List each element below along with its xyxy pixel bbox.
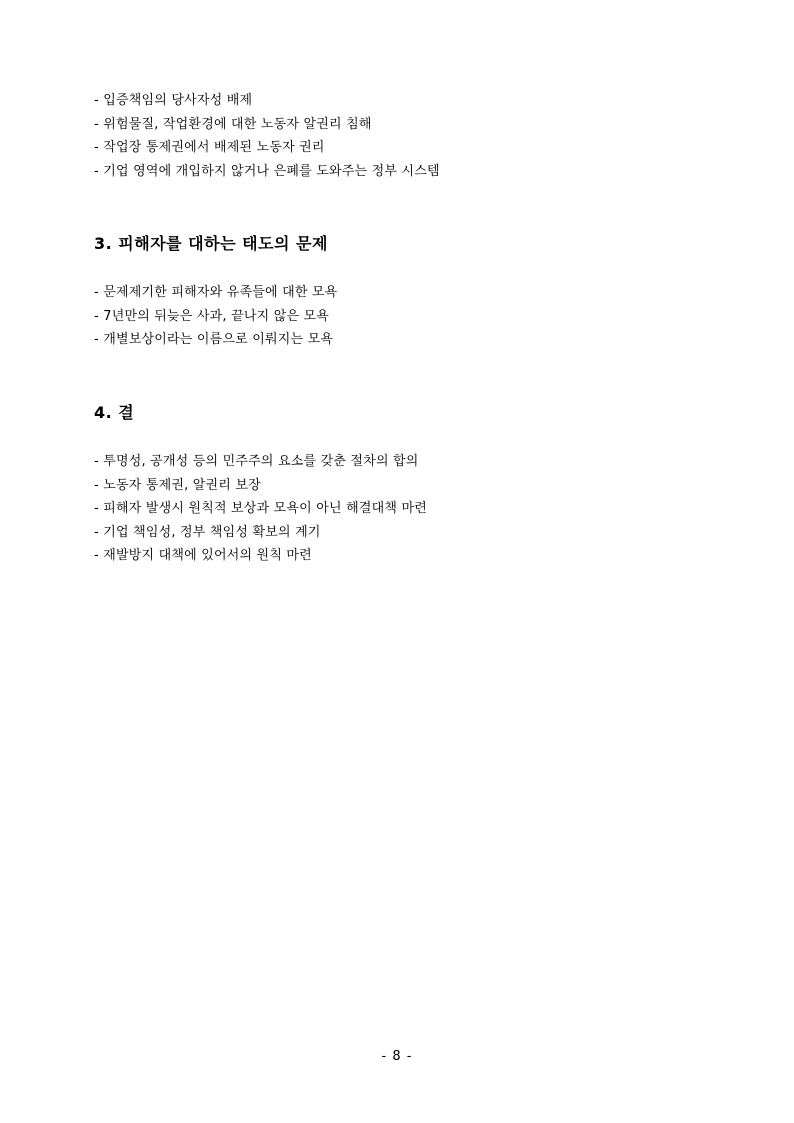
list-item: - 기업 영역에 개입하지 않거나 은폐를 도와주는 정부 시스템	[94, 163, 440, 179]
list-item: - 개별보상이라는 이름으로 이뤄지는 모욕	[94, 332, 334, 347]
list-item: - 투명성, 공개성 등의 민주주의 요소를 갖춘 절차의 합의	[94, 454, 419, 469]
section3-heading: 3. 피해자를 대하는 태도의 문제	[94, 234, 328, 253]
list-item: - 위험물질, 작업환경에 대한 노동자 알권리 침해	[94, 116, 372, 132]
list-item: - 피해자 발생시 원칙적 보상과 모욕이 아닌 해결대책 마련	[94, 501, 427, 516]
list-item: - 입증책임의 당사자성 배제	[94, 93, 253, 108]
list-item: - 기업 책임성, 정부 책임성 확보의 계기	[94, 524, 321, 540]
page-number: - 8 -	[381, 1049, 413, 1064]
section4-list	[94, 450, 427, 568]
section3-list	[94, 281, 337, 352]
section4-heading: 4. 결	[94, 403, 135, 422]
section2-list	[94, 89, 440, 183]
list-item: - 재발방지 대책에 있어서의 원칙 마련	[94, 548, 312, 563]
list-item: - 7년만의 뒤늦은 사과, 끝나지 않은 모욕	[94, 308, 330, 324]
list-item: - 문제제기한 피해자와 유족들에 대한 모욕	[94, 285, 338, 300]
list-item: - 작업장 통제권에서 배제된 노동자 권리	[94, 140, 325, 155]
list-item: - 노동자 통제권, 알권리 보장	[94, 477, 261, 493]
